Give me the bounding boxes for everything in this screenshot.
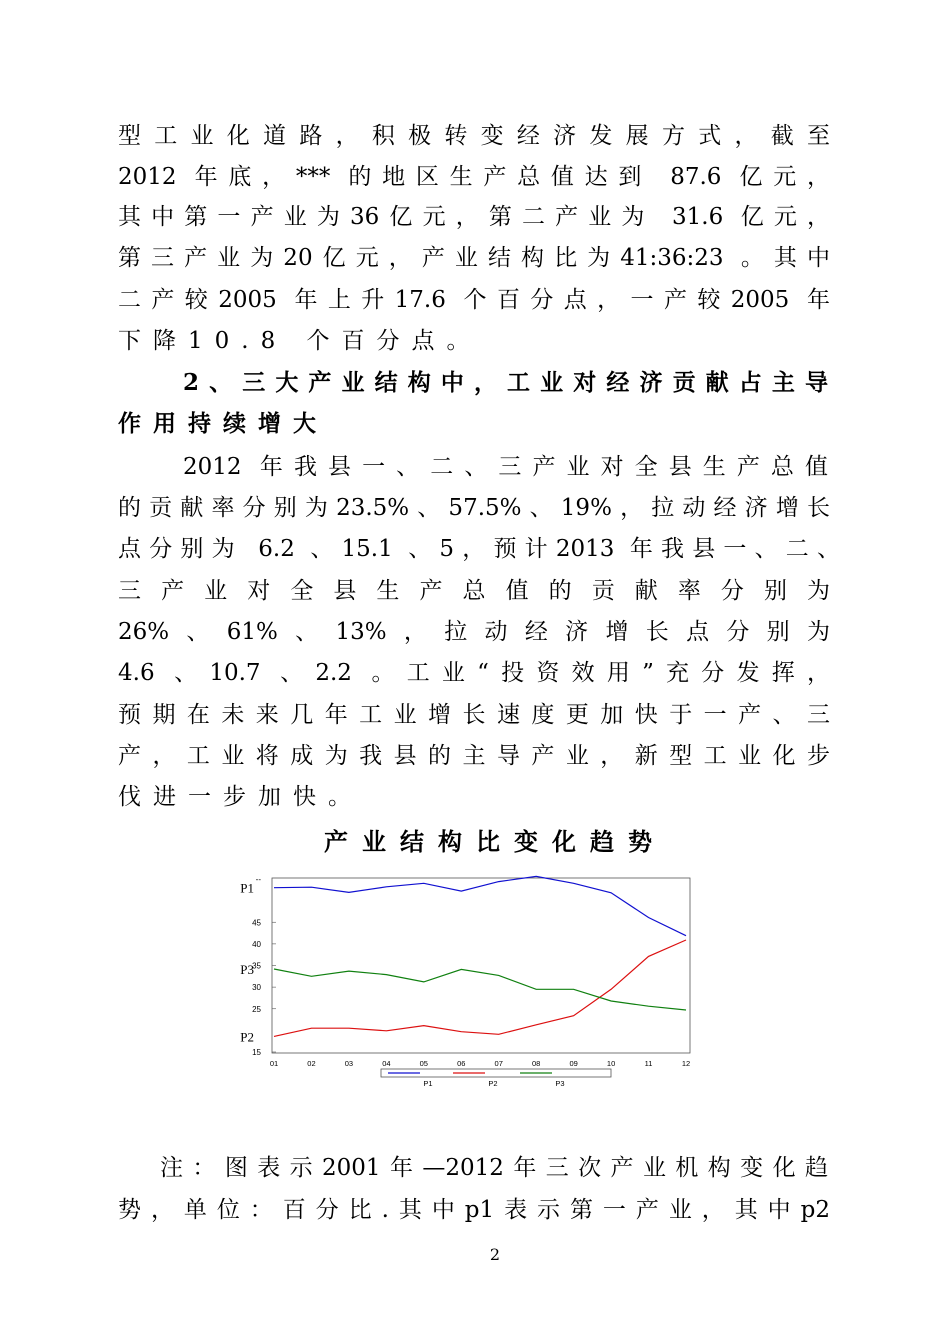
y-tick-label: -- (255, 875, 261, 884)
text-line: 26%、61%、13%，拉动经济增长点分别为 (118, 619, 830, 645)
x-tick-label: 08 (532, 1059, 541, 1068)
text-line: 产，工业将成为我县的主导产业，新型工业化步 (118, 743, 830, 769)
line-chart (228, 868, 698, 1092)
y-axis (252, 875, 276, 1057)
x-tick-label: 03 (344, 1059, 354, 1068)
series-line-p1 (274, 876, 686, 935)
text-line: 2012 年底，*** 的地区生产总值达到 87.6 亿元， (118, 164, 830, 190)
text-line: 二产较2005 年上升17.6 个百分点，一产较2005 年 (118, 287, 830, 313)
text-line: 伐进一步加快。 (118, 784, 363, 810)
y-tick-label: 15 (252, 1048, 261, 1057)
chart-caption: 产业结构比变化趋势 (324, 827, 666, 856)
series-lines (274, 876, 686, 1036)
series-axis-label: P2 (240, 1029, 254, 1045)
y-tick-label: 40 (252, 939, 261, 949)
y-tick-label: 25 (252, 1004, 261, 1014)
x-tick-label: 02 (307, 1059, 316, 1068)
x-tick-label: 10 (606, 1059, 616, 1068)
text-line: 预期在未来几年工业增长速度更加快于一产、三 (118, 702, 830, 728)
text-line: 4.6 、10.7 、2.2 。工业“投资效用”充分发挥， (118, 660, 830, 686)
legend (381, 1069, 611, 1088)
x-tick-label: 05 (419, 1059, 428, 1068)
x-tick-label: 06 (457, 1059, 466, 1068)
note-line: 势，单位：百分比.其中p1表示第一产业，其中p2 (118, 1197, 830, 1223)
y-tick-label: 45 (252, 918, 261, 928)
x-tick-label: 12 (681, 1059, 691, 1068)
note-line: 注：图表示2001年—2012年三次产业机构变化趋 (160, 1155, 828, 1181)
y-tick-label: 35 (252, 961, 261, 971)
page-number: 2 (489, 1245, 501, 1264)
x-tick-label: 09 (569, 1059, 578, 1068)
text-line: 2012 年我县一、二、三产业对全县生产总值 (183, 454, 828, 480)
text-line: 三产业对全县生产总值的贡献率分别为 (118, 578, 830, 604)
text-line: 下降10.8 个百分点。 (118, 328, 482, 354)
legend-label: P3 (555, 1079, 565, 1088)
text-line: 型工业化道路，积极转变经济发展方式，截至 (118, 123, 830, 149)
legend-label: P2 (488, 1079, 498, 1088)
x-tick-label: 11 (644, 1059, 653, 1068)
legend-label: P1 (423, 1079, 433, 1088)
series-axis-labels (240, 881, 254, 1045)
y-tick-label: 30 (252, 983, 261, 993)
series-line-p3 (274, 969, 686, 1010)
x-axis (270, 1059, 690, 1068)
heading-line: 作用持续增大 (118, 410, 328, 437)
x-tick-label: 01 (269, 1059, 279, 1068)
series-line-p2 (274, 940, 686, 1036)
x-tick-label: 07 (494, 1059, 503, 1068)
plot-frame (272, 878, 690, 1053)
series-axis-label: P3 (240, 961, 254, 977)
text-line: 第三产业为20亿元，产业结构比为41:36:23 。其中 (118, 245, 830, 271)
text-line: 的贡献率分别为23.5%、57.5%、19%，拉动经济增长 (118, 495, 830, 521)
text-line: 其中第一产业为36亿元，第二产业为 31.6 亿元， (118, 204, 830, 230)
x-tick-label: 04 (382, 1059, 391, 1068)
series-axis-label: P1 (240, 880, 254, 896)
text-line: 点分别为 6.2 、15.1 、5，预计2013 年我县一、二、 (118, 536, 840, 562)
heading-line: 2、三大产业结构中，工业对经济贡献占主导 (183, 369, 828, 396)
